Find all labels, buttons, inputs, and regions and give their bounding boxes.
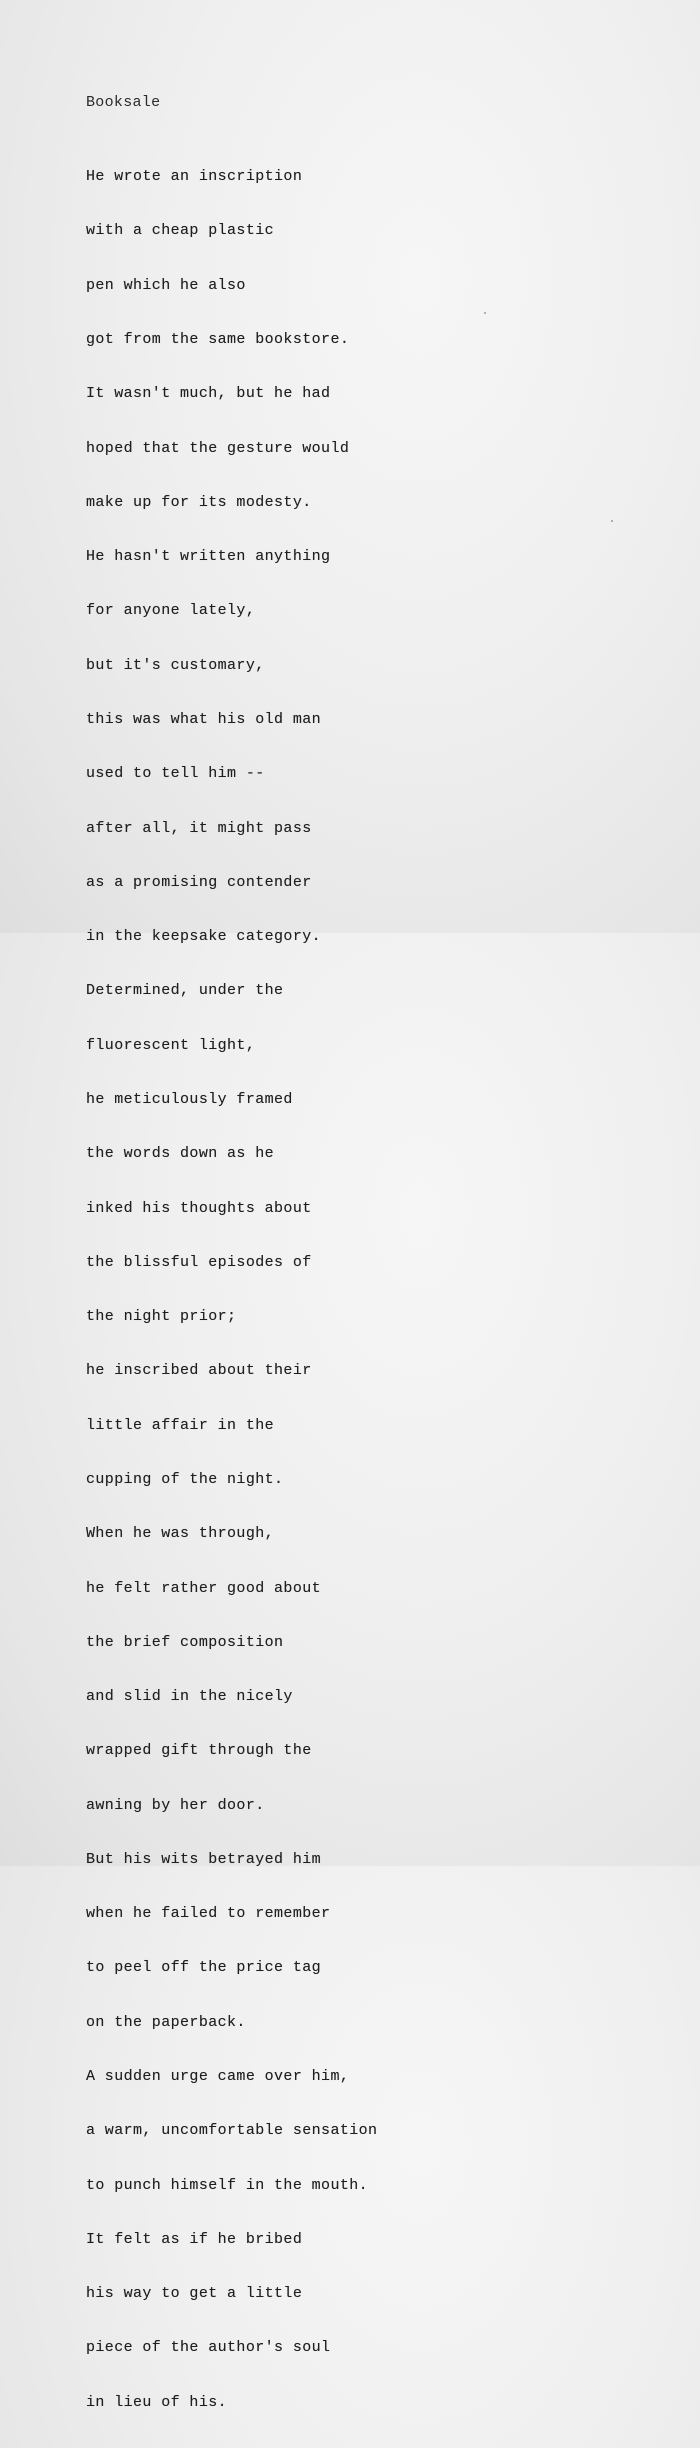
poem-line: little affair in the: [86, 1416, 275, 1434]
poem-line: used to tell him --: [86, 765, 265, 783]
poem-line: the night prior;: [86, 1308, 237, 1326]
poem-line: fluorescent light,: [86, 1036, 256, 1054]
poem-line: a warm, uncomfortable sensation: [86, 2122, 378, 2140]
poem-line: When he was through,: [86, 1525, 275, 1543]
poem-line: but it's customary,: [86, 656, 265, 674]
poem-line: for anyone lately,: [86, 602, 256, 620]
paper-speck: [484, 312, 486, 314]
poem-line: in lieu of his.: [86, 2393, 228, 2411]
poem-line: pen which he also: [86, 276, 246, 294]
poem-line: when he failed to remember: [86, 1905, 331, 1923]
poem-line: the words down as he: [86, 1145, 275, 1163]
poem-line: to peel off the price tag: [86, 1959, 322, 1977]
poem-line: It wasn't much, but he had: [86, 385, 331, 403]
poem-line: A sudden urge came over him,: [86, 2068, 350, 2086]
poem-line: his way to get a little: [86, 2285, 303, 2303]
poem-line: got from the same bookstore.: [86, 331, 350, 349]
poem-line: He wrote an inscription: [86, 168, 303, 186]
poem-body: [86, 132, 377, 2448]
poem-line: wrapped gift through the: [86, 1742, 312, 1760]
poem-line: after all, it might pass: [86, 819, 312, 837]
poem-line: as a promising contender: [86, 873, 312, 891]
poem-line: the blissful episodes of: [86, 1253, 312, 1271]
paper-speck: [611, 520, 613, 522]
poem-line: on the paperback.: [86, 2013, 246, 2031]
poem-line: this was what his old man: [86, 711, 322, 728]
poem-line: But his wits betrayed him: [86, 1850, 322, 1868]
poem-line: inked his thoughts about: [86, 1199, 312, 1217]
poem-line: in the keepsake category.: [86, 928, 322, 946]
poem-line: he meticulously framed: [86, 1090, 293, 1108]
poem-line: with a cheap plastic: [86, 222, 275, 240]
poem-line: awning by her door.: [86, 1796, 265, 1814]
poem-line: piece of the author's soul: [86, 2339, 331, 2357]
poem-line: and slid in the nicely: [86, 1688, 293, 1706]
poem-line: make up for its modesty.: [86, 493, 312, 511]
poem-line: Determined, under the: [86, 982, 284, 1000]
poem-line: the brief composition: [86, 1633, 284, 1651]
poem-line: he inscribed about their: [86, 1362, 312, 1380]
poem-line: It felt as if he bribed: [86, 2230, 303, 2248]
poem-line: He hasn't written anything: [86, 548, 331, 566]
poem-line: to punch himself in the mouth.: [86, 2176, 369, 2194]
poem-line: he felt rather good about: [86, 1579, 322, 1597]
poem-title: Booksale: [86, 94, 161, 111]
poem-line: cupping of the night.: [86, 1470, 284, 1488]
poem-line: hoped that the gesture would: [86, 439, 350, 457]
